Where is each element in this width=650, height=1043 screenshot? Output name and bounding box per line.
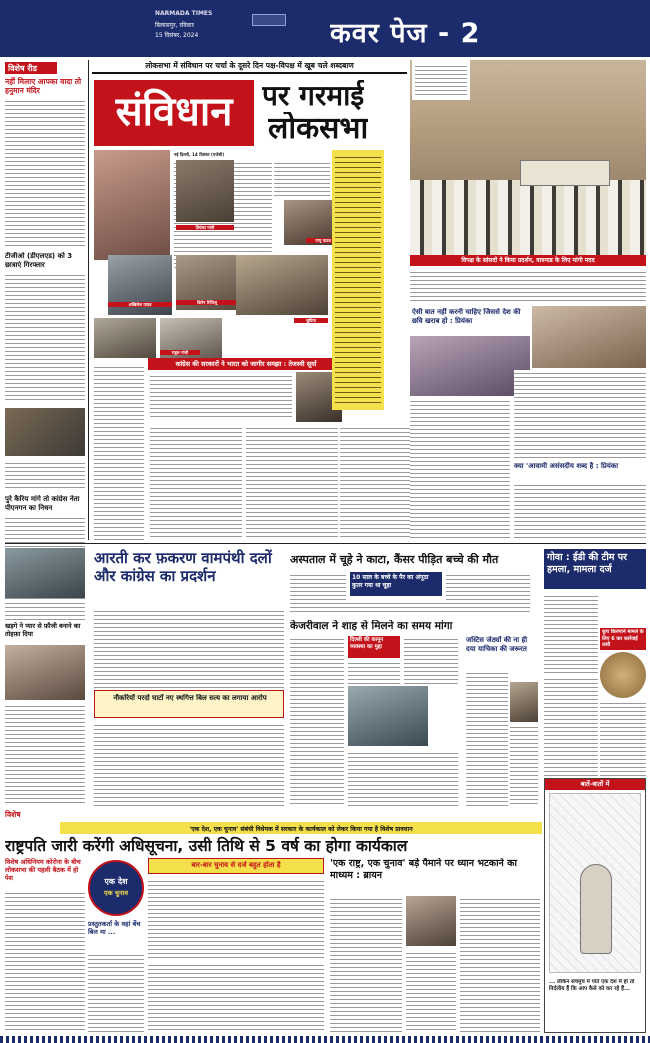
cartoon-title: बातें-बातों में (545, 779, 645, 790)
section-tag: विशेष रीड (5, 62, 57, 74)
ek-desh-logo (88, 860, 144, 916)
section-rule (5, 543, 646, 544)
photo-caption-strip: विपक्ष के सांसदों ने किया प्रदर्शन, वायनाड के लिए मांगी मदद (410, 255, 646, 266)
bottom-header (5, 810, 541, 822)
inset-text (415, 63, 467, 97)
photo-label: किरेन रिजिजू (176, 300, 238, 305)
photo-priyanka-2 (532, 306, 646, 368)
main-byline: नई दिल्ली, 14 दिसंबर (एजेंसी) (174, 152, 225, 157)
news-photo (5, 408, 85, 456)
page-label: कवर पेज - 2 (330, 18, 481, 49)
right-top-body (410, 398, 510, 540)
photo-brian (406, 896, 456, 946)
main-story-body (150, 425, 242, 540)
photo-label: पप्पू यादव (306, 238, 340, 243)
bottom-strip-text: 'एक देश, एक चुनाव' संबंधी विधेयक में सरकार के कार्यकाल को लेकर किया गया है विशेष प्रावधान (189, 826, 413, 833)
story-d-body (290, 636, 344, 806)
date: 15 दिसंबर, 2024 (155, 32, 199, 39)
cartoon-box (544, 778, 646, 1033)
top-banner (92, 60, 407, 74)
story-headline: पुरे कैरिय मांगे तो कांग्रेस नेता पीएनगन का निधन (5, 495, 80, 512)
left-small-body (5, 600, 85, 620)
main-headline-red: संविधान (94, 80, 254, 146)
story-e-body (466, 670, 508, 806)
story-a-body (94, 608, 284, 688)
story-f-headline: नौकरियों परदो घाटों नए स्थगित्त बिल सत्य का लगाया आरोप (113, 694, 267, 702)
right-top-body (514, 370, 646, 460)
photo-priyanka (94, 150, 170, 260)
story-d-tag: दिल्ली की कानून व्यवस्था का मुद्दा (348, 636, 400, 658)
story-b-body (290, 600, 530, 614)
bottom-headline: राष्ट्रपति जारी करेंगी अधिसूचना, उसी तिथि से 5 वर्ष का होगा कार्यकाल (5, 837, 408, 855)
footer-strip (0, 1036, 650, 1043)
bottom-tag: विशेष (5, 810, 21, 819)
subhead-strip: कांग्रेस की सरकारों ने भारत को जागीर समझा : तेजस्वी सूर्या (148, 358, 344, 370)
pullquote-body (335, 153, 381, 403)
top-banner-text: लोकसभा में संविधान पर चर्चा के दूसरे दिन पक्ष-विपक्ष में खूब चले शब्दबाण (145, 61, 354, 70)
story-e-headline: जस्टिस जेठ्यों की ना ही दया याचिका की जरूरत (466, 636, 528, 653)
center-box-body (148, 878, 324, 958)
masthead (0, 0, 650, 57)
bottom-right-body (330, 896, 402, 1033)
story-a-headline: आरती कर फ़करण वामपंथी दलों और कांग्रेस का प्रदर्शन (94, 549, 272, 585)
right-top-body (514, 482, 646, 540)
photo-inset-caption (412, 60, 470, 100)
story-a-body (94, 722, 284, 806)
ed-logo (600, 652, 646, 698)
subhead-body (150, 373, 292, 417)
cartoon-caption: ... लेकिन सचमुच में पति एक देश में हो तो निर्दलीय हैं कि आप कैसे को कर रहे हैं... (549, 979, 635, 992)
bottom-sub-left: प्रस्तुतकर्ता के वहां बेंच बिल मा ... (88, 920, 141, 936)
main-story-body (340, 425, 410, 540)
bottom-strip (60, 822, 542, 834)
left-small-body (5, 703, 85, 806)
story-c-body (544, 593, 598, 673)
story-f-box (94, 690, 284, 718)
center-box (148, 858, 324, 874)
logo-text-1: एक देश (104, 877, 128, 886)
date-line: बिलासपुर, रविवार (155, 22, 195, 29)
main-story-body (246, 425, 338, 540)
photo-leader (5, 548, 85, 598)
story-body (5, 98, 85, 248)
photo-priyanka-3 (410, 336, 530, 396)
main-story-body (274, 160, 330, 198)
cartoon-drawing (549, 793, 641, 973)
story-c-body (544, 676, 598, 776)
photo-label: राहुल गांधी (160, 350, 200, 355)
story-body (5, 460, 85, 490)
left-small-headline: खड़गे ने प्यार से फ़ौजी बनाने का तोहफ़ा दिया (5, 622, 81, 638)
quote-headline: ऐसी बात नहीं करनी चाहिए जिससे देश की छवि खराब हो : प्रियंका (412, 308, 521, 325)
story-b-sub: 10 साल के बच्चे के पैर का अंगूठा कुतर गया था चूहा (350, 572, 442, 596)
photo-justice (510, 682, 538, 722)
masthead-logo (252, 14, 286, 26)
center-box-title: बार-बार चुनाव से दर्ज बहुत होता है (191, 861, 281, 869)
main-headline-1: पर गरमाई (262, 80, 365, 112)
story-d-headline: केजरीवाल ने शाह से मिलने का समय मांगा (290, 620, 453, 632)
bottom-right-body (460, 896, 540, 1033)
bottom-left-body (5, 890, 85, 1033)
photo-supriya (236, 255, 328, 315)
bottom-right-headline: 'एक राष्ट्र, एक चुनाव' बड़े पैमाने पर ध्यान भटकाने का माध्यम : ब्रायन (330, 858, 517, 881)
quote2-headline: क्या 'आवामी असंसदीय शब्द है : प्रियंका (514, 462, 619, 470)
protest-banner (520, 160, 610, 186)
photo-amit (5, 645, 85, 700)
photo-label: प्रियंका गांधी (176, 225, 234, 230)
story-headline: टीजीओ (डीएलएड) को 3 छात्राएं गिरफ्तार (5, 252, 73, 269)
story-body (5, 272, 85, 402)
right-top-body (410, 269, 646, 303)
photo-rijiju (176, 160, 234, 222)
cartoon-figure (580, 864, 612, 954)
pullquote-column (332, 150, 384, 410)
story-d-body (348, 750, 458, 806)
bottom-left-headline: विशेष अधिनियम कोरोना के बीच लोकसभा की पहली बैठक में हो पेश (5, 858, 81, 882)
story-d-body (404, 636, 458, 684)
protest-crowd (410, 180, 646, 255)
left-column (5, 60, 85, 608)
photo-label: अखिलेश यादव (108, 302, 172, 307)
bottom-mid-body (88, 952, 144, 1033)
photo-anurag (94, 318, 156, 358)
bottom-right-body (406, 950, 456, 1033)
story-e-body (510, 724, 538, 806)
logo-text-2: एक चुनाव (104, 889, 128, 897)
story-d-body (348, 660, 400, 684)
story-headline: नहीं मिलाए आपका वादा तो हनुमान मंदिर (5, 77, 82, 95)
photo-kejriwal (348, 686, 428, 746)
photo-label: सुप्रिया (294, 318, 328, 323)
story-c-sub-text: कूच किरणाने मामले के लिए 6 कर कार्रवाई जारी (602, 629, 644, 648)
main-headline-2: लोकसभा (268, 112, 369, 146)
story-c-body (600, 700, 646, 776)
story-c-sub (600, 628, 646, 650)
main-story-body (94, 364, 144, 540)
story-c-headline: गोवा : ईडी की टीम पर हमला, मामला दर्ज (544, 549, 646, 589)
paper-name: NARMADA TIMES (155, 10, 213, 17)
story-b-headline: अस्पताल में चूहे ने काटा, कैंसर पीड़ित बच्चे की मौत (290, 553, 499, 566)
center-box-body (148, 962, 324, 1033)
column-divider (88, 60, 89, 540)
